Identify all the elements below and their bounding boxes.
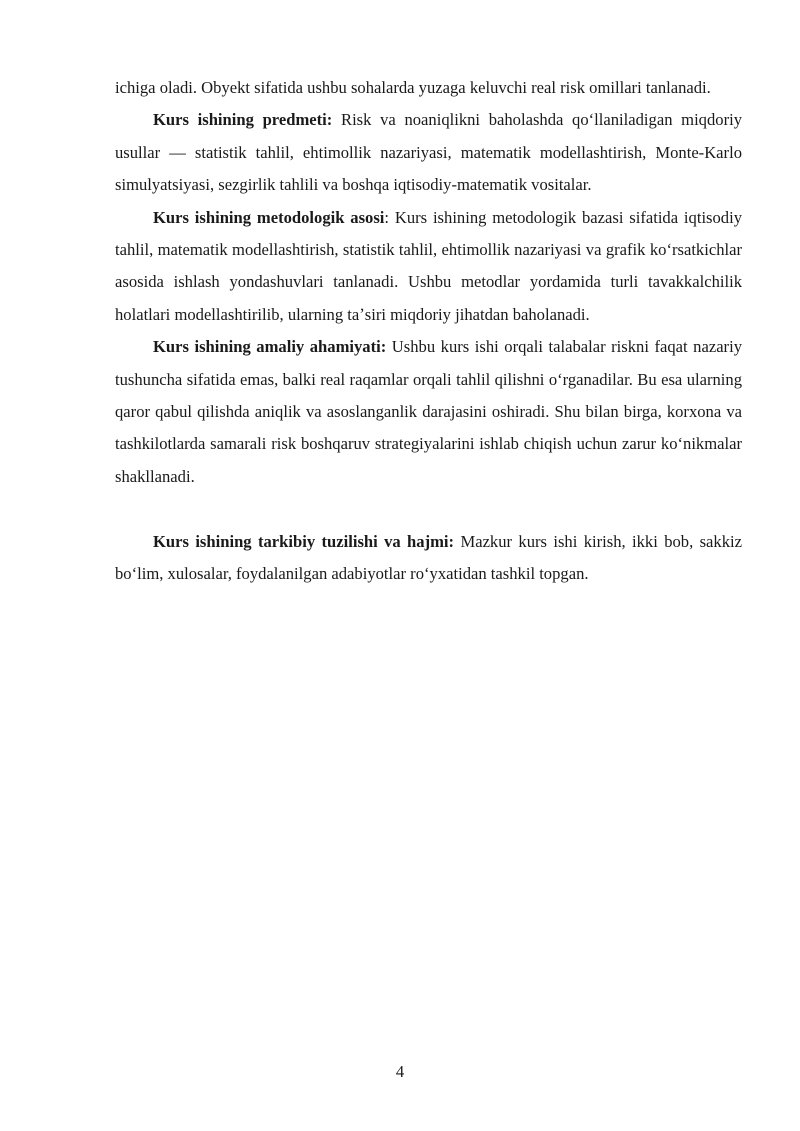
paragraph-text: ichiga oladi. Obyekt sifatida ushbu sohalarda yuzaga keluvchi real risk omillari tanlanadi.	[115, 78, 711, 97]
paragraph-heading: Kurs ishining metodologik asosi	[153, 207, 385, 227]
paragraph-practical-significance	[115, 331, 742, 493]
paragraph-object-continuation	[115, 72, 742, 104]
body-text	[115, 72, 742, 590]
paragraph-heading: Kurs ishining tarkibiy tuzilishi va hajmi:	[153, 531, 455, 551]
paragraph-text: Mazkur kurs ishi kirish, ikki bob, sakkiz boʻlim, xulosalar, foydalanilgan adabiyotlar roʻyxatidan tashkil topgan.	[115, 531, 742, 584]
paragraph-text: : Kurs ishining metodologik bazasi sifatida iqtisodiy tahlil, matematik modellashtirish, statistik tahlil, ehtimollik nazariyasi va grafik koʻrsatkichlar asosida ishlash yondashuvlari tanlanadi. Ushbu metodlar yordamida turli tavakkalchilik holatlari modellashtirilib, ularning taʼsiri miqdoriy jihatdan baholanadi.	[115, 207, 743, 324]
paragraph-text: Risk va noaniqlikni baholashda qoʻllaniladigan miqdoriy usullar — statistik tahlil, ehtimollik nazariyasi, matematik modellashtirish, Monte-Karlo simulyatsiyasi, sezgirlik tahlili va boshqa iqtisodiy-matematik vositalar.	[115, 110, 743, 195]
paragraph-subject	[115, 104, 742, 201]
paragraph-heading: Kurs ishining predmeti:	[153, 110, 333, 130]
page-number: 4	[395, 1062, 405, 1081]
paragraph-heading: Kurs ishining amaliy ahamiyati:	[153, 337, 387, 357]
paragraph-text: Ushbu kurs ishi orqali talabalar riskni faqat nazariy tushuncha sifatida emas, balki real raqamlar orqali tahlil qilishni oʻrganadilar. Bu esa ularning qaror qabul qilishda aniqlik va asoslanganlik darajasini oshiradi. Shu bilan birga, korxona va tashkilotlarda samarali risk boshqaruv strategiyalarini ishlab chiqish uchun zarur koʻnikmalar shakllanadi.	[115, 337, 742, 486]
paragraph-methodology	[115, 202, 742, 332]
paragraph-structure	[115, 526, 742, 591]
